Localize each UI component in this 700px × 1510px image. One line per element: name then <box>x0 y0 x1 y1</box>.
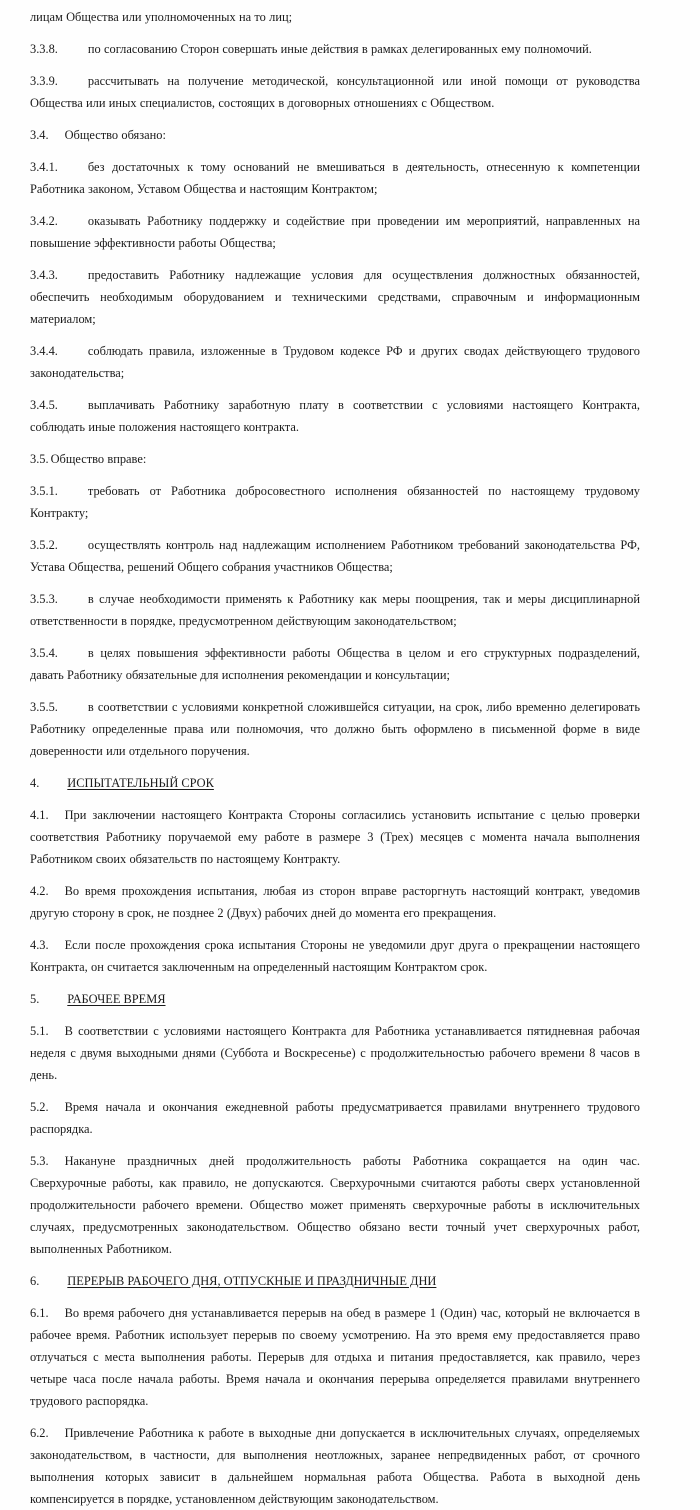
clause-paragraph <box>30 1422 640 1510</box>
clause-text: в целях повышения эффективности работы Общества в целом и его структурных подразделений, давать Работнику обязательные для исполнения рекомендации и консультации; <box>30 646 640 682</box>
section-heading-title: ИСПЫТАТЕЛЬНЫЙ СРОК <box>67 776 214 790</box>
clause-number: 3.3.9. <box>30 74 58 88</box>
clause-text: В соответствии с условиями настоящего Контракта для Работника устанавливается пятидневная рабочая неделя с двумя выходными днями (Суббота и Воскресенье) с продолжительностью рабочего времени 8 часов в день. <box>30 1024 640 1082</box>
clause-text: лицам Общества или уполномоченных на то лиц; <box>30 10 293 24</box>
clause-number: 6.2. <box>30 1426 49 1440</box>
clause-number: 3.5.4. <box>30 646 58 660</box>
clause-text: Время начала и окончания ежедневной работы предусматривается правилами внутреннего трудового распорядка. <box>30 1100 640 1136</box>
clause-paragraph <box>30 1150 640 1260</box>
clause-number: 4.2. <box>30 884 49 898</box>
clause-number: 3.5.2. <box>30 538 58 552</box>
clause-number: 3.4.3. <box>30 268 58 282</box>
clause-number: 3.5. <box>30 452 49 466</box>
clause-number: 5.2. <box>30 1100 49 1114</box>
clause-text: предоставить Работнику надлежащие условия для осуществления должностных обязанностей, обеспечить необходимым оборудованием и техническими средствами, справочным и информационным материалом; <box>30 268 640 326</box>
clause-number: 3.4.1. <box>30 160 58 174</box>
clause-number: 5.3. <box>30 1154 49 1168</box>
clause-number: 3.5.5. <box>30 700 58 714</box>
clause-number: 4.3. <box>30 938 49 952</box>
paragraph-continuation <box>30 6 640 28</box>
section-heading-title: ПЕРЕРЫВ РАБОЧЕГО ДНЯ, ОТПУСКНЫЕ И ПРАЗДНИЧНЫЕ ДНИ <box>67 1274 437 1288</box>
section-heading-number: 4. <box>30 776 40 790</box>
section-heading-title: РАБОЧЕЕ ВРЕМЯ <box>67 992 166 1006</box>
clause-number: 3.4.4. <box>30 344 58 358</box>
clause-paragraph <box>30 880 640 924</box>
clause-text: Накануне праздничных дней продолжительность работы Работника сокращается на один час. Сверхурочные работы, как правило, не допускаются. Сверхурочными считаются работы сверх установленной продолжительности рабочего времени. Общество может применять сверхурочные работы в исключительных случаях, предусмотренных законодательством. Общество обязано вести точный учет сверхурочных работ, выполненных Работником. <box>30 1154 640 1256</box>
clause-text: Во время прохождения испытания, любая из сторон вправе расторгнуть настоящий контракт, уведомив другую сторону в срок, не позднее 2 (Двух) рабочих дней до момента его прекращения. <box>30 884 640 920</box>
clause-number: 3.4. <box>30 128 49 142</box>
clause-text: без достаточных к тому оснований не вмешиваться в деятельность, отнесенную к компетенции Работника законом, Уставом Общества и настоящим Контрактом; <box>30 160 640 196</box>
clause-text: Во время рабочего дня устанавливается перерыв на обед в размере 1 (Один) час, который не включается в рабочее время. Работник использует перерыв по своему усмотрению. На это время ему предоставляется право отлучаться с места выполнения работы. Перерыв для отдыха и питания предоставляется, как правило, через четыре часа после начала работы. Время начала и окончания перерыва определяется правилами внутреннего трудового распорядка. <box>30 1306 640 1408</box>
clause-text: оказывать Работнику поддержку и содействие при проведении им мероприятий, направленных на повышение эффективности работы Общества; <box>30 214 640 250</box>
clause-paragraph <box>30 588 640 632</box>
section-heading <box>30 988 640 1010</box>
section-heading-number: 6. <box>30 1274 40 1288</box>
clause-number: 3.5.1. <box>30 484 58 498</box>
clause-paragraph <box>30 1302 640 1412</box>
clause-text: соблюдать правила, изложенные в Трудовом кодексе РФ и других сводах действующего трудового законодательства; <box>30 344 640 380</box>
clause-paragraph <box>30 38 640 60</box>
clause-paragraph <box>30 804 640 870</box>
document-body <box>30 6 640 1510</box>
clause-paragraph <box>30 70 640 114</box>
clause-number: 3.4.2. <box>30 214 58 228</box>
clause-paragraph <box>30 394 640 438</box>
clause-text: Общество вправе: <box>50 452 147 466</box>
clause-number: 6.1. <box>30 1306 49 1320</box>
clause-text: Общество обязано: <box>64 128 166 142</box>
clause-paragraph <box>30 448 640 470</box>
clause-paragraph <box>30 934 640 978</box>
section-heading-number: 5. <box>30 992 40 1006</box>
clause-paragraph <box>30 1096 640 1140</box>
clause-text: по согласованию Сторон совершать иные действия в рамках делегированных ему полномочий. <box>87 42 592 56</box>
section-heading <box>30 772 640 794</box>
clause-text: в соответствии с условиями конкретной сложившейся ситуации, на срок, либо временно делегировать Работнику определенные права или полномочия, что должно быть оформлено в письменной форме в виде доверенности или отдельного поручения. <box>30 700 640 758</box>
clause-paragraph <box>30 156 640 200</box>
clause-paragraph <box>30 210 640 254</box>
clause-paragraph <box>30 642 640 686</box>
clause-text: Если после прохождения срока испытания Стороны не уведомили друг друга о прекращении настоящего Контракта, он считается заключенным на определенный настоящим Контрактом срок. <box>30 938 640 974</box>
clause-text: При заключении настоящего Контракта Стороны согласились установить испытание с целью проверки соответствия Работнику поручаемой ему работе в размере 3 (Трех) месяцев с момента начала выполнения Работником своих обязательств по настоящему Контракту. <box>30 808 640 866</box>
clause-text: выплачивать Работнику заработную плату в соответствии с условиями настоящего Контракта, соблюдать иные положения настоящего контракта. <box>30 398 640 434</box>
clause-paragraph <box>30 696 640 762</box>
clause-text: в случае необходимости применять к Работнику как меры поощрения, так и меры дисциплинарной ответственности в порядке, предусмотренном действующим законодательством; <box>30 592 640 628</box>
clause-paragraph <box>30 264 640 330</box>
clause-paragraph <box>30 480 640 524</box>
section-heading <box>30 1270 640 1292</box>
clause-paragraph <box>30 1020 640 1086</box>
clause-number: 3.4.5. <box>30 398 58 412</box>
clause-text: требовать от Работника добросовестного исполнения обязанностей по настоящему трудовому Контракту; <box>30 484 640 520</box>
clause-number: 3.3.8. <box>30 42 58 56</box>
clause-number: 4.1. <box>30 808 49 822</box>
clause-paragraph <box>30 124 640 146</box>
clause-paragraph <box>30 340 640 384</box>
clause-text: осуществлять контроль над надлежащим исполнением Работником требований законодательства РФ, Устава Общества, решений Общего собрания участников Общества; <box>30 538 640 574</box>
clause-paragraph <box>30 534 640 578</box>
clause-number: 3.5.3. <box>30 592 58 606</box>
clause-text: Привлечение Работника к работе в выходные дни допускается в исключительных случаях, определяемых законодательством, в частности, для выполнения неотложных, заранее непредвиденных работ, от срочного выполнения которых зависит в дальнейшем нормальная работа Общества. Работа в выходной день компенсируется в порядке, установленном действующим законодательством. <box>30 1426 640 1506</box>
clause-number: 5.1. <box>30 1024 49 1038</box>
clause-text: рассчитывать на получение методической, консультационной или иной помощи от руководства Общества или иных специалистов, состоящих в договорных отношениях с Обществом. <box>30 74 640 110</box>
